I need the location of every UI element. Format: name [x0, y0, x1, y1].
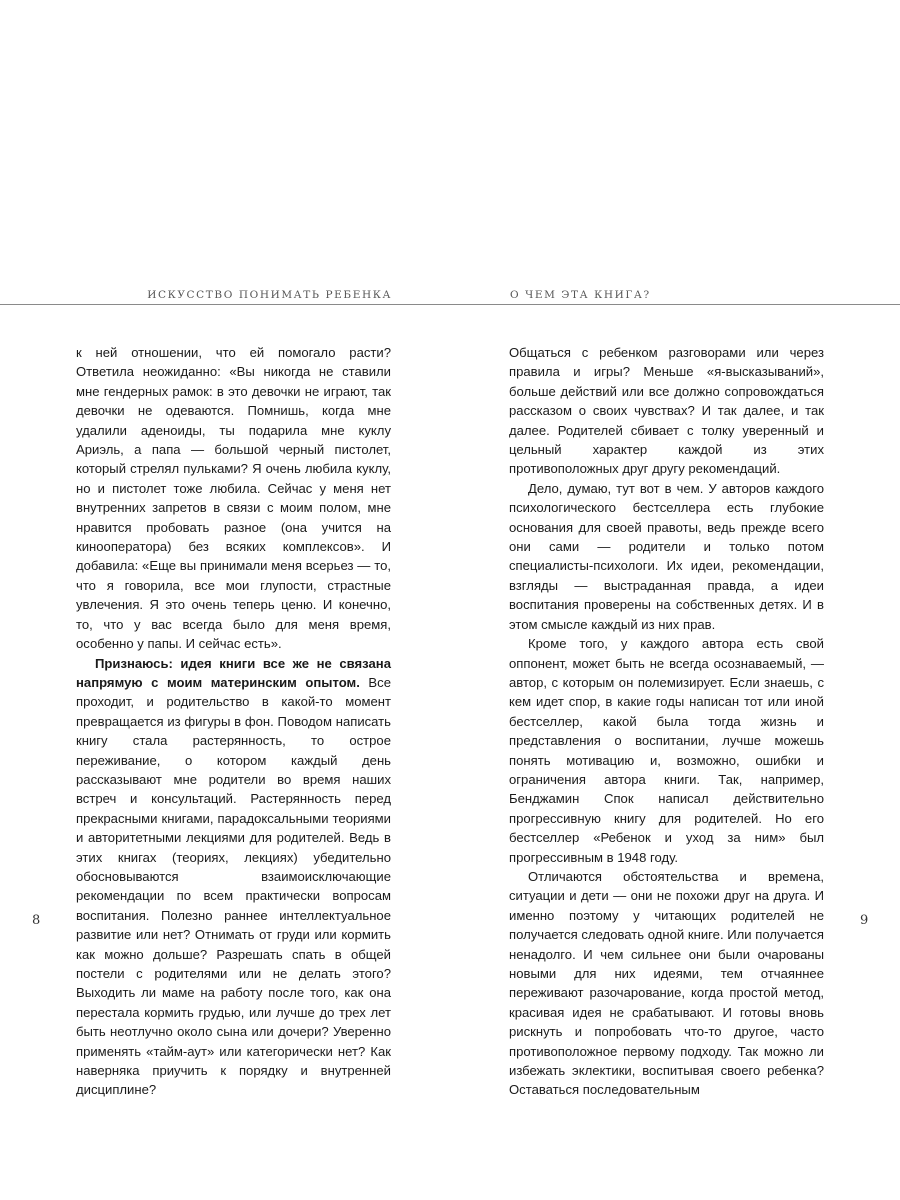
- paragraph: Дело, думаю, тут вот в чем. У авторов каждого психологического бестселлера есть глубокие основания для своей правоты, ведь прежде всего они сами — родители и только потом специалисты-психологи. Их идеи, рекомендации, взгляды — выстраданная правда, а идеи воспитания проверены на собственных детях. И в этом смысле каждый из них прав.: [509, 480, 824, 632]
- paragraph-text: к ней отношении, что ей помогало расти? Ответила неожиданно: «Вы никогда не ставили мне гендерных рамок: в это девочки не играют, так девочки не одеваются. Помнишь, когда мне удалили аденоиды, ты подарила мне куклу Ариэль, а папа — большой черный пистолет, который стрелял пульками? Я очень любила куклу, но и пистолет тоже любила. Сейчас у меня нет внутренних запретов в связи с моим полом, мне нравится пробовать разное (она учится на кинооператора) без всяких комплексов». И добавила: «Еще вы принимали меня всерьез — то, что я говорила, все мои глупости, страстные увлечения. Я это очень теперь ценю. И конечно, то, что у вас всегда было для меня время, особенно у папы. И сейчас есть».: [76, 345, 391, 652]
- left-page-column: [76, 343, 391, 1100]
- paragraph-bold-lead: Признаюсь: идея книги все же не связана напрямую с моим материнским опытом.: [76, 655, 391, 690]
- page-number-right: 9: [860, 913, 869, 928]
- header-rule: [0, 304, 900, 305]
- right-page-column: [509, 343, 824, 1100]
- paragraph: Отличаются обстоятельства и времена, ситуации и дети — они не похожи друг на друга. И именно поэтому у читающих родителей не получается следовать одной книге. Или получается ненадолго. И чем сильнее они были очарованы новыми для них идеями, тем отчаяннее переживают разочарование, когда простой метод, красивая идея не срабатывают. И готовы вновь рискнуть и попробовать что-то другое, часто противоположное первому подходу. Так можно ли избежать эклектики, воспитывая своего ребенка? Оставаться последовательным: [509, 868, 824, 1098]
- paragraph: Кроме того, у каждого автора есть свой оппонент, может быть не всегда осознаваемый, — автор, с которым он полемизирует. Если знаешь, с кем идет спор, в какие годы написан тот или иной бестселлер, какой была тогда жизнь и представления о воспитании, лучше можешь понять мотивацию и, возможно, ошибки и ограничения автора книги. Так, например, Бенджамин Спок написал действительно прогрессивную книгу для родителей. Но его бестселлер «Ребенок и уход за ним» был прогрессивным в 1948 году.: [509, 636, 824, 865]
- paragraph-text: Все проходит, и родительство в какой-то момент превращается из фигуры в фон. Поводом написать книгу стала растерянность, то острое переживание, о котором каждый день рассказывают мне родители во время наших встреч и консультаций. Растерянность перед прекрасными книгами, парадоксальными теориями и авторитетными лекциями для родителей. Ведь в этих книгах (теориях, лекциях) убедительно обосновываются взаимоисключающие рекомендации по всем практически вопросам воспитания. Полезно раннее интеллектуальное развитие или нет? Отнимать от груди или кормить как можно дольше? Разрешать спать в общей постели с родителями или не делать этого? Выходить ли маме на работу после того, как она перестала кормить грудью, или лучше до трех лет быть неотлучно около сына или дочери? Уверенно применять «тайм-аут» или категорически нет? Как наверняка приучить к порядку и внутренней дисциплине?: [76, 674, 391, 1098]
- paragraph: [76, 343, 391, 654]
- running-head-right: О ЧЕМ ЭТА КНИГА?: [510, 289, 651, 301]
- running-head-left: ИСКУССТВО ПОНИМАТЬ РЕБЕНКА: [147, 289, 392, 301]
- page-number-left: 8: [32, 913, 41, 928]
- paragraph: [76, 654, 391, 1100]
- paragraph: Общаться с ребенком разговорами или через правила и игры? Меньше «я-высказываний», больше действий или все должно сопровождаться рассказом о своих чувствах? И так далее, и так далее. Родителей сбивает с толку уверенный и цельный характер каждой из этих противоположных друг другу рекомендаций.: [509, 345, 824, 477]
